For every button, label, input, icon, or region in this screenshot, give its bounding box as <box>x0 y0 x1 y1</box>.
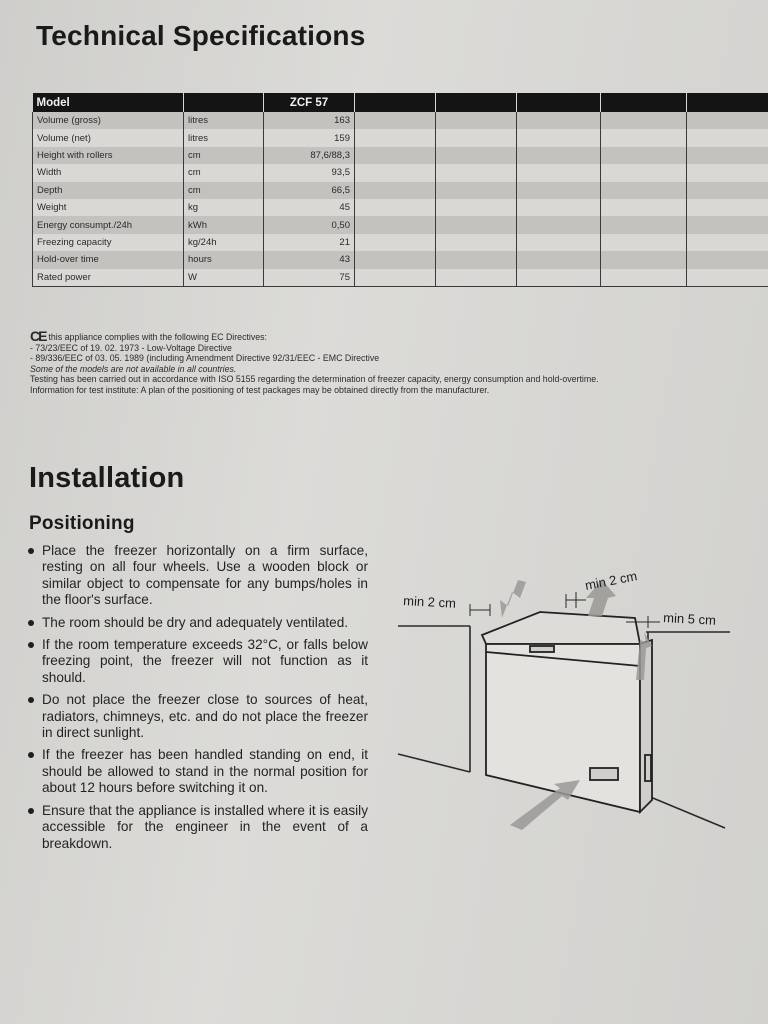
spec-row <box>33 234 768 251</box>
spec-row-unit: cm <box>184 182 264 199</box>
spec-row-value: 163 <box>264 112 355 129</box>
spec-row-empty-cell <box>517 199 601 216</box>
list-item <box>26 543 368 609</box>
spec-row-value: 43 <box>264 251 355 268</box>
spec-row-empty-cell <box>355 112 436 129</box>
spec-row-empty-cell <box>436 216 517 233</box>
notes-line <box>30 328 730 344</box>
empty-header <box>436 93 517 112</box>
spec-row-empty-cell <box>687 216 768 233</box>
unit-header <box>184 93 264 112</box>
empty-header <box>355 93 436 112</box>
list-item-text: If the room temperature exceeds 32°C, or falls below freezing point, the freezer will not function as it should. <box>42 637 368 685</box>
spec-row-empty-cell <box>687 112 768 129</box>
min-5cm-right-label: min 5 cm <box>662 610 717 628</box>
list-item <box>26 692 368 741</box>
spec-row <box>33 164 768 181</box>
spec-row-empty-cell <box>687 199 768 216</box>
model-name-header: ZCF 57 <box>264 93 355 112</box>
spec-row-empty-cell <box>601 112 687 129</box>
spec-row-empty-cell <box>517 234 601 251</box>
spec-row-empty-cell <box>436 182 517 199</box>
spec-row-unit: cm <box>184 147 264 164</box>
empty-header <box>517 93 601 112</box>
spec-row-empty-cell <box>601 234 687 251</box>
list-item-text: Do not place the freezer close to sources of heat, radiators, chimneys, etc. and do not place the freezer in direct sunlight. <box>42 692 368 741</box>
spec-row-empty-cell <box>517 216 601 233</box>
spec-row-value: 75 <box>264 269 355 287</box>
bullet-icon <box>28 808 34 814</box>
spec-row-value: 21 <box>264 234 355 251</box>
list-item <box>26 747 368 796</box>
spec-row-unit: kWh <box>184 216 264 233</box>
notes-text: this appliance complies with the following EC Directives: <box>48 332 268 342</box>
spec-row-empty-cell <box>436 234 517 251</box>
notes-line: Some of the models are not available in all countries. <box>30 363 237 374</box>
spec-row-empty-cell <box>687 251 768 268</box>
spec-row-empty-cell <box>355 182 436 199</box>
spec-row-empty-cell <box>601 182 687 199</box>
bullet-icon <box>28 752 34 758</box>
spec-row-empty-cell <box>355 234 436 251</box>
spec-row-label: Volume (net) <box>33 129 184 146</box>
spec-row-unit: hours <box>184 251 264 268</box>
spec-row <box>33 147 768 164</box>
spec-row <box>33 199 768 216</box>
bullet-icon <box>28 548 34 554</box>
spec-row-empty-cell <box>687 234 768 251</box>
positioning-list <box>26 543 368 858</box>
spec-row-value: 66,5 <box>264 182 355 199</box>
spec-row-empty-cell <box>355 216 436 233</box>
spec-table-header <box>33 93 768 112</box>
spec-row-label: Energy consumpt./24h <box>33 216 184 233</box>
spec-row-value: 87,6/88,3 <box>264 147 355 164</box>
bullet-icon <box>28 697 34 703</box>
spec-row-label: Weight <box>33 199 184 216</box>
notes-line: Testing has been carried out in accordance with ISO 5155 regarding the determination of freezer capacity, energy consumption and hold-overtime. <box>30 374 599 385</box>
spec-row-empty-cell <box>517 182 601 199</box>
spec-row-empty-cell <box>601 147 687 164</box>
bullet-icon <box>28 620 34 626</box>
spec-row-empty-cell <box>687 147 768 164</box>
spec-row-empty-cell <box>517 269 601 287</box>
spec-row-value: 45 <box>264 199 355 216</box>
spec-row-unit: W <box>184 269 264 287</box>
spec-row-empty-cell <box>436 269 517 287</box>
spec-row-empty-cell <box>517 147 601 164</box>
spec-row-empty-cell <box>517 251 601 268</box>
spec-row-empty-cell <box>355 164 436 181</box>
spec-row-label: Volume (gross) <box>33 112 184 129</box>
spec-row-empty-cell <box>687 129 768 146</box>
notes-line: - 73/23/EEC of 19. 02. 1973 - Low-Voltage Directive <box>30 342 232 353</box>
spec-row-unit: cm <box>184 164 264 181</box>
spec-row-unit: kg/24h <box>184 234 264 251</box>
empty-header <box>601 93 687 112</box>
spec-row-empty-cell <box>517 129 601 146</box>
spec-row-empty-cell <box>436 164 517 181</box>
spec-row-empty-cell <box>436 147 517 164</box>
spec-row-empty-cell <box>601 251 687 268</box>
spec-row-empty-cell <box>687 164 768 181</box>
list-item-text: The room should be dry and adequately ventilated. <box>42 614 349 630</box>
spec-row-empty-cell <box>355 147 436 164</box>
spec-row-empty-cell <box>355 129 436 146</box>
spec-row-label: Freezing capacity <box>33 234 184 251</box>
spec-row-empty-cell <box>436 199 517 216</box>
spec-row-value: 93,5 <box>264 164 355 181</box>
spec-row-value: 159 <box>264 129 355 146</box>
spec-row-empty-cell <box>355 269 436 287</box>
list-item-text: Ensure that the appliance is installed where it is easily accessible for the engineer in the event of a breakdown. <box>42 802 368 851</box>
directives-notes <box>30 328 730 396</box>
spec-row-unit: litres <box>184 112 264 129</box>
list-item <box>26 615 368 631</box>
spec-row-unit: kg <box>184 199 264 216</box>
spec-row-unit: litres <box>184 129 264 146</box>
spec-row-empty-cell <box>601 164 687 181</box>
spec-row <box>33 269 768 287</box>
spec-row <box>33 251 768 268</box>
spec-row-label: Width <box>33 164 184 181</box>
list-item <box>26 803 368 852</box>
spec-row-empty-cell <box>601 199 687 216</box>
spec-title: Technical Specifications <box>36 20 366 51</box>
notes-line: Information for test institute: A plan of the positioning of test packages may be obtained directly from the manufacturer. <box>30 384 490 395</box>
installation-title: Installation <box>29 462 185 494</box>
spec-row-label: Depth <box>33 182 184 199</box>
spec-row-value: 0,50 <box>264 216 355 233</box>
list-item <box>26 637 368 686</box>
spec-row-empty-cell <box>355 251 436 268</box>
spec-row-empty-cell <box>436 129 517 146</box>
spec-row-empty-cell <box>517 164 601 181</box>
model-header: Model <box>33 93 184 112</box>
spec-row <box>33 129 768 146</box>
spec-row-label: Height with rollers <box>33 147 184 164</box>
bullet-icon <box>28 642 34 648</box>
empty-header <box>687 93 768 112</box>
spec-table <box>32 93 768 287</box>
list-item-text: If the freezer has been handled standing on end, it should be allowed to stand in the normal position for about 12 hours before switching it on. <box>42 747 368 796</box>
spec-row-empty-cell <box>601 216 687 233</box>
spec-row <box>33 182 768 199</box>
spec-row-empty-cell <box>687 269 768 287</box>
notes-line: - 89/336/EEC of 03. 05. 1989 (including Amendment Directive 92/31/EEC - EMC Directive <box>30 353 380 364</box>
installation-diagram <box>390 560 740 850</box>
min-2cm-top-label: min 2 cm <box>583 568 639 593</box>
positioning-subtitle: Positioning <box>29 513 135 534</box>
spec-row-empty-cell <box>517 112 601 129</box>
spec-row <box>33 216 768 233</box>
spec-row-empty-cell <box>355 199 436 216</box>
spec-row-empty-cell <box>436 112 517 129</box>
spec-row-label: Rated power <box>33 269 184 287</box>
spec-row-empty-cell <box>601 129 687 146</box>
spec-row-empty-cell <box>601 269 687 287</box>
min-2cm-left-label: min 2 cm <box>402 593 457 611</box>
spec-row <box>33 112 768 129</box>
spec-row-empty-cell <box>436 251 517 268</box>
list-item-text: Place the freezer horizontally on a firm surface, resting on all four wheels. Use a wooden block or similar object to compensate for any bumps/holes in the floor's surface. <box>42 543 368 608</box>
ce-mark-icon: CE <box>30 328 46 344</box>
spec-row-label: Hold-over time <box>33 251 184 268</box>
spec-row-empty-cell <box>687 182 768 199</box>
